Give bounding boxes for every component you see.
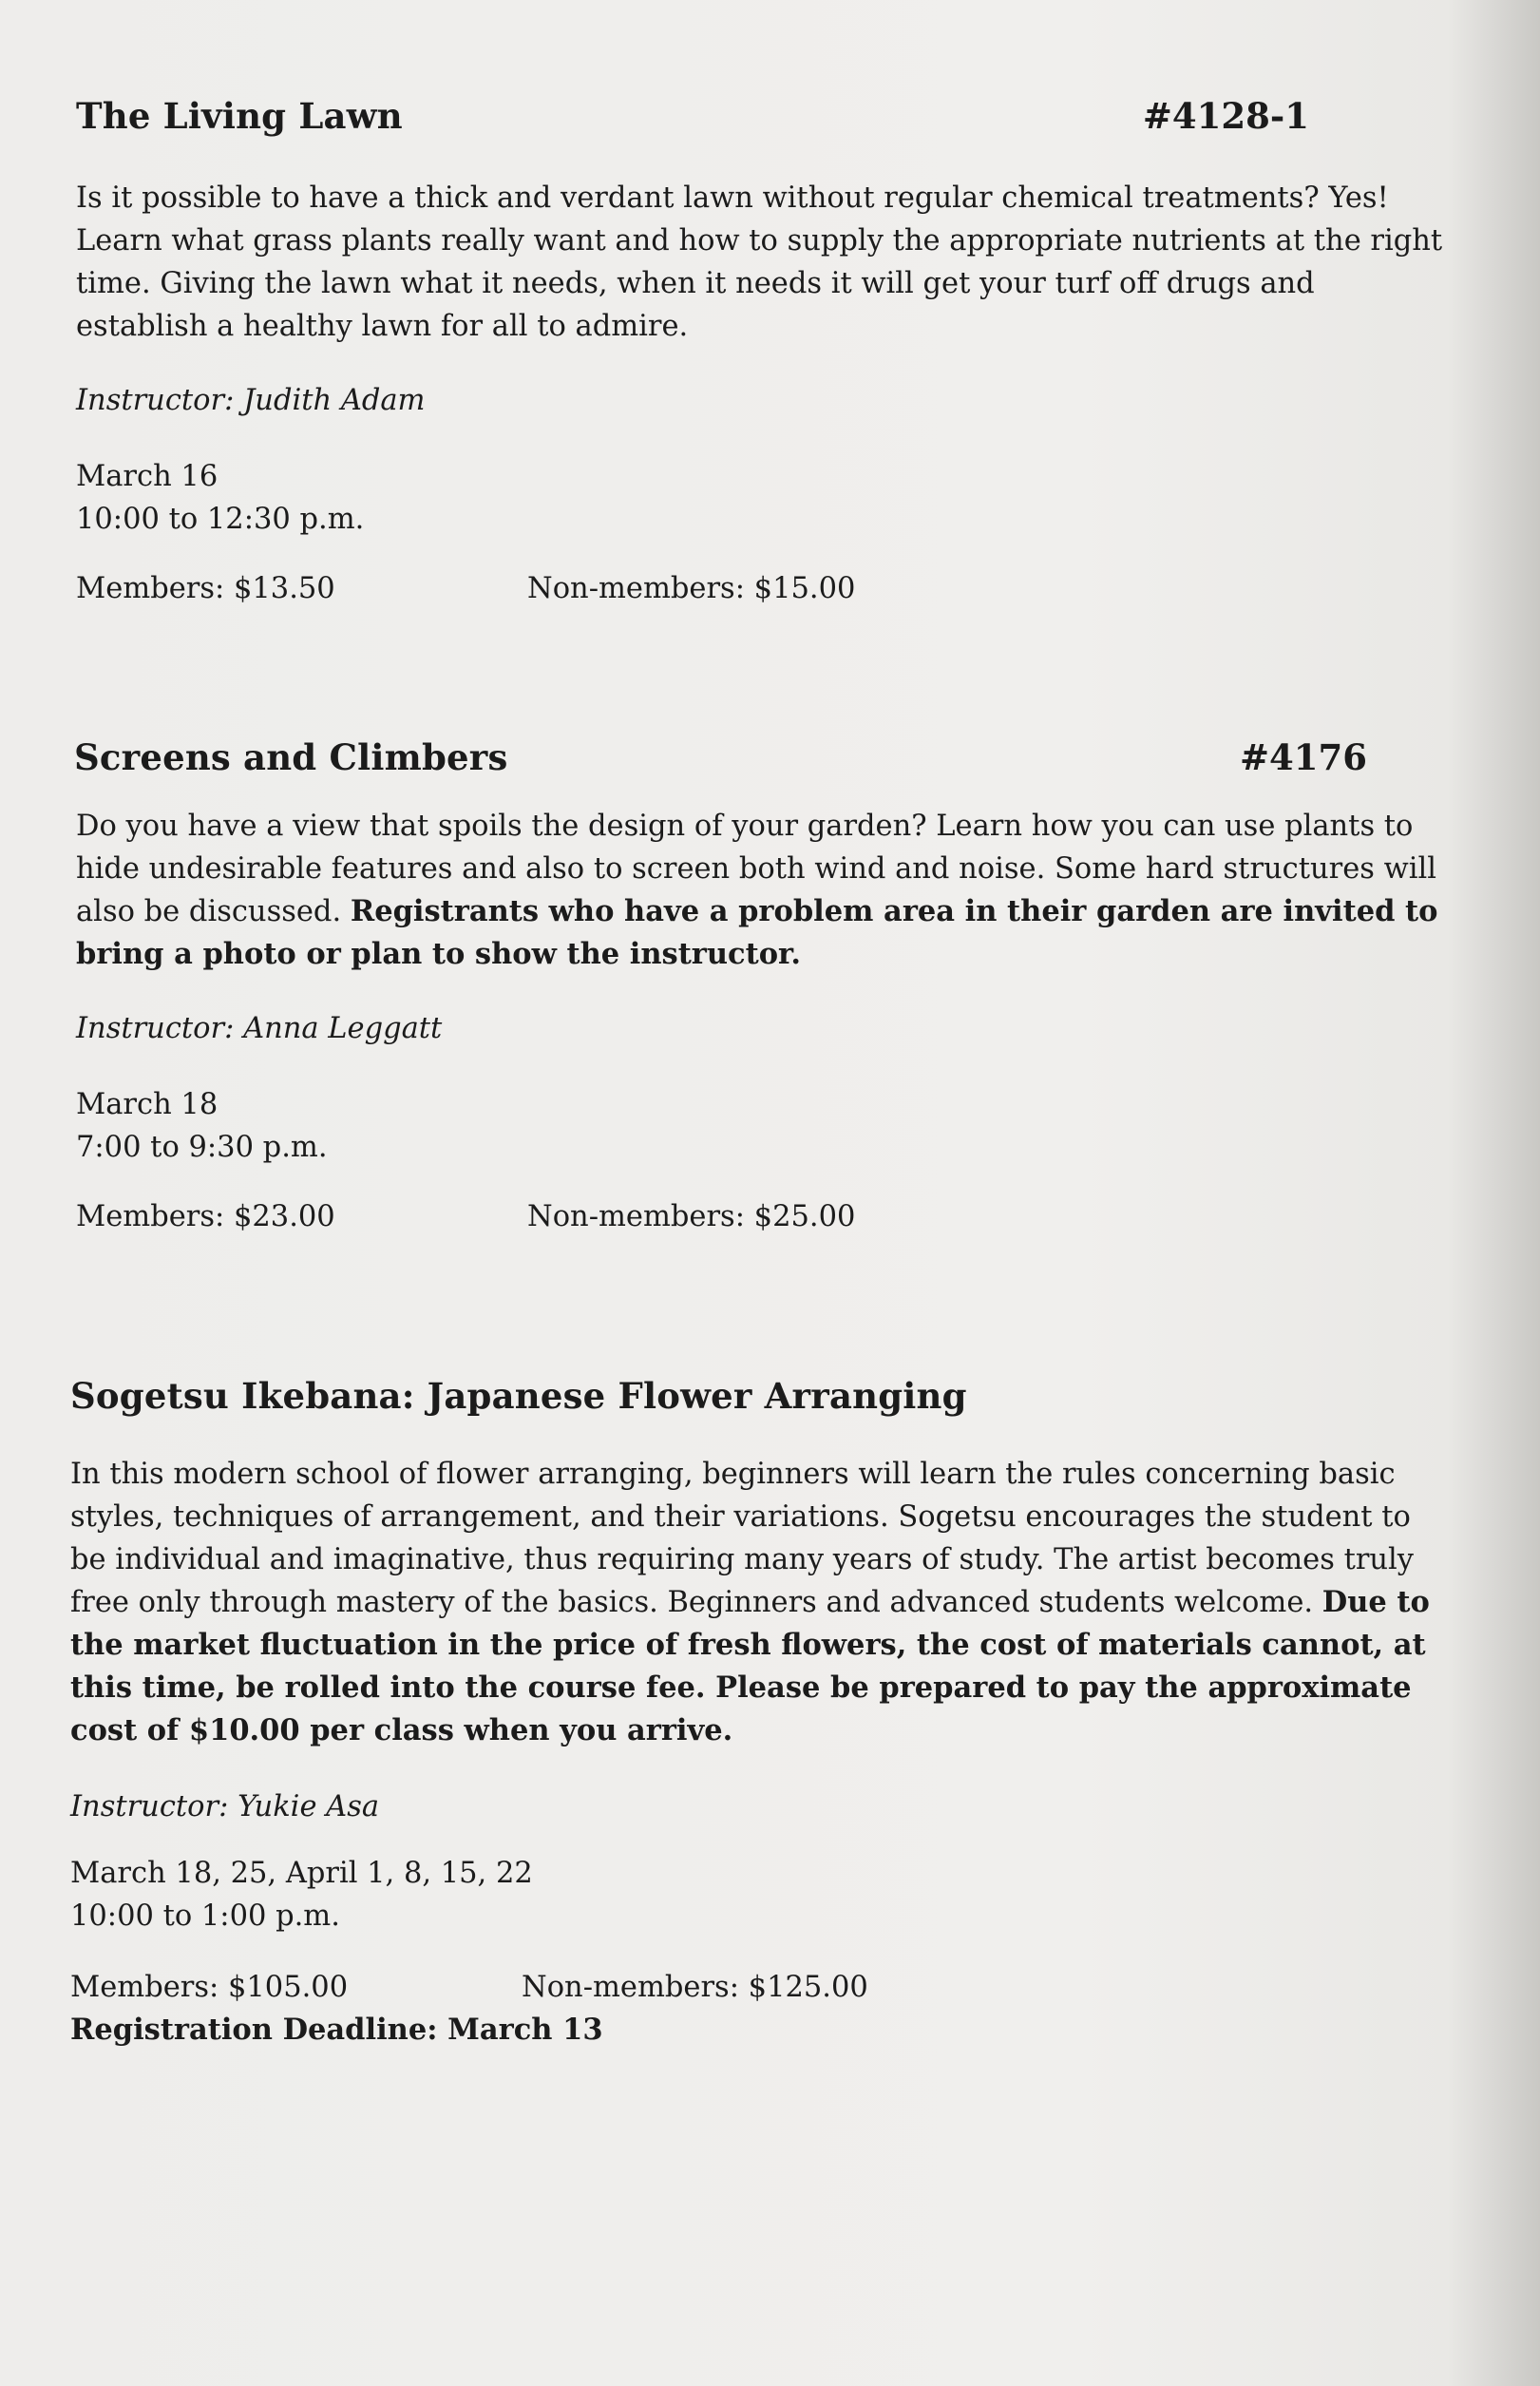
course-dates: March 16 (76, 460, 219, 493)
non-members-fee: Non-members: $125.00 (522, 1971, 868, 2004)
course-title: Sogetsu Ikebana: Japanese Flower Arranging (70, 1375, 967, 1417)
members-fee: Members: $23.00 (76, 1200, 335, 1233)
course-instructor: Instructor: Yukie Asa (70, 1790, 380, 1823)
registration-deadline: Registration Deadline: March 13 (70, 2013, 603, 2047)
course-fees (70, 1966, 1455, 2009)
course-schedule (76, 455, 1461, 541)
course-schedule (70, 1852, 1455, 1937)
course-instructor: Instructor: Judith Adam (76, 384, 426, 417)
course-screens-climbers (65, 736, 1461, 1238)
course-dates: March 18, 25, April 1, 8, 15, 22 (70, 1857, 533, 1890)
members-fee: Members: $105.00 (70, 1971, 349, 2004)
description-bold-note: Due to the market fluctuation in the price of fresh flowers, the cost of materials cannot, at this time, be rolled into the course fee. Please be prepared to pay the approximate cost of $10.00 per class when you arrive. (70, 1585, 1430, 1747)
course-dates: March 18 (76, 1088, 219, 1121)
description-text: Is it possible to have a thick and verdant lawn without regular chemical treatments? Yes! Learn what grass plants really want and how to supply the appropriate nutrients at the right time. Giving the lawn what it needs, when it needs it will get your turf off drugs and establish a healthy lawn for all to admire. (76, 181, 1443, 343)
course-description (76, 177, 1454, 348)
course-instructor: Instructor: Anna Leggatt (76, 1012, 443, 1045)
course-schedule (76, 1083, 1461, 1169)
course-time: 10:00 to 12:30 p.m. (76, 503, 365, 536)
members-fee: Members: $13.50 (76, 572, 335, 605)
course-fees (76, 1195, 1461, 1238)
course-title: Screens and Climbers (74, 736, 508, 778)
course-title: The Living Lawn (76, 95, 403, 137)
course-description (70, 1453, 1448, 1752)
course-header (65, 736, 1367, 790)
description-text: Do you have a view that spoils the design of your garden? Learn how you can use plants to hide undesirable features and also to screen both wind and noise. Some hard structures will also be discussed. (76, 810, 1436, 928)
course-sogetsu-ikebana (59, 1375, 1455, 2052)
description-bold-note: Registrants who have a problem area in their garden are invited to bring a photo or plan to show the instructor. (76, 894, 1438, 971)
course-header (59, 1375, 1303, 1428)
course-description (76, 805, 1454, 976)
course-time: 7:00 to 9:30 p.m. (76, 1131, 328, 1164)
course-living-lawn (65, 95, 1461, 610)
non-members-fee: Non-members: $15.00 (527, 572, 856, 605)
course-header (65, 95, 1309, 148)
course-code: #4128-1 (1142, 95, 1309, 137)
description-text: In this modern school of flower arranging, beginners will learn the rules concerning basic styles, techniques of arrangement, and their variations. Sogetsu encourages the student to be individual and imaginative, thus requiring many years of study. The artist becomes truly free only through mastery of the basics. Beginners and advanced students welcome. (70, 1458, 1415, 1619)
course-time: 10:00 to 1:00 p.m. (70, 1899, 340, 1933)
course-code: #4176 (1240, 736, 1367, 778)
non-members-fee: Non-members: $25.00 (527, 1200, 856, 1233)
course-fees (76, 567, 1461, 610)
